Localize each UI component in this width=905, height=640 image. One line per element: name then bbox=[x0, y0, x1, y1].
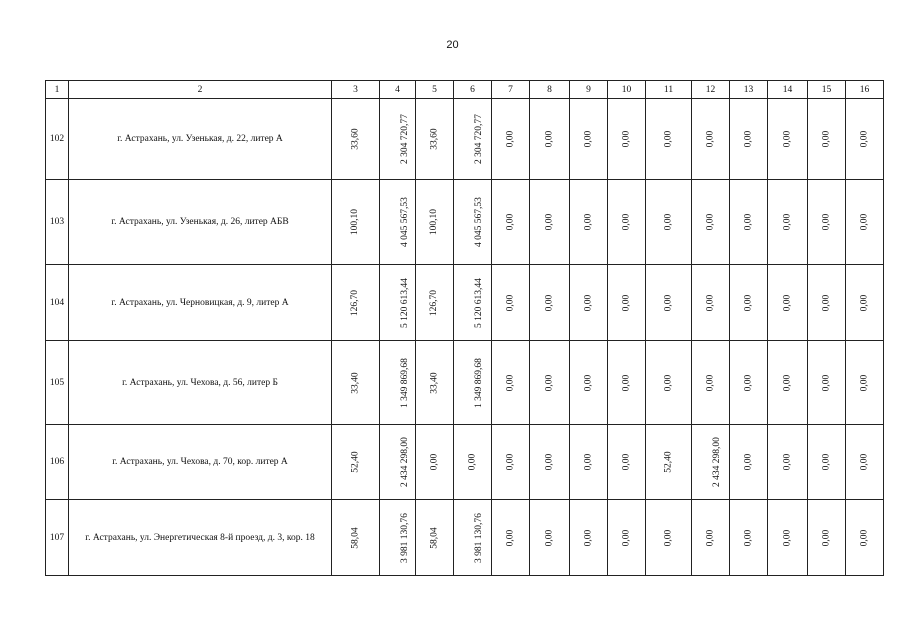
value-cell bbox=[492, 500, 530, 576]
value-cell bbox=[454, 180, 492, 265]
address-cell: г. Астрахань, ул. Чехова, д. 70, кор. литер А bbox=[69, 425, 332, 500]
value-cell bbox=[808, 180, 846, 265]
value-text: 0,00 bbox=[859, 213, 870, 231]
column-header: 13 bbox=[730, 81, 768, 99]
value-text: 0,00 bbox=[821, 294, 832, 311]
value-cell bbox=[808, 99, 846, 180]
value-cell bbox=[730, 425, 768, 500]
value-text: 126,70 bbox=[350, 289, 361, 316]
value-cell bbox=[846, 99, 884, 180]
address-cell: г. Астрахань, ул. Узенькая, д. 22, литер А bbox=[69, 99, 332, 180]
value-text: 0,00 bbox=[621, 130, 632, 148]
value-cell bbox=[646, 180, 692, 265]
table-row bbox=[46, 500, 884, 576]
value-cell bbox=[846, 341, 884, 425]
value-text: 5 120 613,44 bbox=[473, 277, 484, 328]
value-text: 4 045 567,53 bbox=[473, 197, 484, 247]
header-row bbox=[46, 81, 884, 99]
value-cell bbox=[454, 99, 492, 180]
value-text: 33,40 bbox=[350, 371, 361, 394]
address-cell: г. Астрахань, ул. Энергетическая 8-й проезд, д. 3, кор. 18 bbox=[69, 500, 332, 576]
value-cell bbox=[692, 265, 730, 341]
value-cell bbox=[768, 500, 808, 576]
column-header: 10 bbox=[608, 81, 646, 99]
value-cell bbox=[692, 341, 730, 425]
table-row bbox=[46, 425, 884, 500]
value-text: 0,00 bbox=[583, 130, 594, 148]
value-text: 0,00 bbox=[705, 294, 716, 311]
value-text: 3 981 130,76 bbox=[399, 512, 410, 563]
value-text: 0,00 bbox=[859, 130, 870, 148]
value-text: 33,60 bbox=[429, 128, 440, 150]
value-cell bbox=[416, 425, 454, 500]
value-cell bbox=[380, 180, 416, 265]
address-cell: г. Астрахань, ул. Чехова, д. 56, литер Б bbox=[69, 341, 332, 425]
value-text: 58,04 bbox=[429, 526, 440, 549]
property-table bbox=[45, 80, 884, 576]
value-cell bbox=[692, 425, 730, 500]
value-cell bbox=[846, 180, 884, 265]
value-cell bbox=[332, 425, 380, 500]
value-cell bbox=[808, 341, 846, 425]
row-number: 105 bbox=[46, 341, 69, 425]
value-text: 0,00 bbox=[859, 529, 870, 546]
value-text: 52,40 bbox=[350, 451, 361, 473]
value-text: 5 120 613,44 bbox=[399, 277, 410, 328]
value-text: 0,00 bbox=[705, 130, 716, 148]
value-cell bbox=[380, 341, 416, 425]
page-number: 20 bbox=[446, 39, 459, 51]
value-cell bbox=[416, 180, 454, 265]
value-text: 2 434 298,00 bbox=[711, 437, 722, 487]
value-text: 0,00 bbox=[544, 294, 555, 311]
value-cell bbox=[730, 99, 768, 180]
value-cell bbox=[454, 425, 492, 500]
value-text: 0,00 bbox=[859, 294, 870, 311]
value-text: 0,00 bbox=[782, 213, 793, 231]
value-cell bbox=[808, 425, 846, 500]
value-text: 0,00 bbox=[782, 529, 793, 546]
value-text: 126,70 bbox=[429, 289, 440, 316]
table-row bbox=[46, 265, 884, 341]
value-text: 0,00 bbox=[621, 529, 632, 546]
value-cell bbox=[530, 341, 570, 425]
value-text: 0,00 bbox=[663, 529, 674, 546]
value-cell bbox=[730, 180, 768, 265]
value-text: 0,00 bbox=[859, 453, 870, 471]
row-number: 104 bbox=[46, 265, 69, 341]
value-cell bbox=[332, 500, 380, 576]
value-cell bbox=[570, 341, 608, 425]
value-text: 0,00 bbox=[621, 294, 632, 311]
value-cell bbox=[454, 265, 492, 341]
value-text: 0,00 bbox=[743, 529, 754, 546]
row-number: 107 bbox=[46, 500, 69, 576]
column-header: 4 bbox=[380, 81, 416, 99]
value-text: 0,00 bbox=[505, 453, 516, 471]
value-cell bbox=[768, 180, 808, 265]
value-text: 0,00 bbox=[621, 453, 632, 471]
value-text: 0,00 bbox=[663, 294, 674, 311]
value-cell bbox=[692, 500, 730, 576]
row-number: 102 bbox=[46, 99, 69, 180]
value-cell bbox=[380, 500, 416, 576]
value-text: 52,40 bbox=[663, 451, 674, 473]
value-cell bbox=[730, 265, 768, 341]
value-text: 0,00 bbox=[782, 453, 793, 471]
value-text: 0,00 bbox=[743, 213, 754, 231]
value-cell bbox=[608, 99, 646, 180]
value-cell bbox=[380, 265, 416, 341]
table-row bbox=[46, 180, 884, 265]
value-text: 0,00 bbox=[505, 213, 516, 231]
value-text: 0,00 bbox=[782, 374, 793, 391]
value-cell bbox=[454, 341, 492, 425]
value-text: 100,10 bbox=[429, 208, 440, 236]
value-text: 0,00 bbox=[705, 529, 716, 546]
value-cell bbox=[380, 425, 416, 500]
value-cell bbox=[530, 425, 570, 500]
value-text: 3 981 130,76 bbox=[473, 512, 484, 563]
value-text: 4 045 567,53 bbox=[399, 197, 410, 247]
value-text: 2 304 720,77 bbox=[473, 114, 484, 164]
value-cell bbox=[332, 341, 380, 425]
value-text: 0,00 bbox=[821, 529, 832, 546]
column-header: 11 bbox=[646, 81, 692, 99]
column-header: 7 bbox=[492, 81, 530, 99]
column-header: 6 bbox=[454, 81, 492, 99]
value-text: 0,00 bbox=[583, 374, 594, 391]
value-cell bbox=[646, 265, 692, 341]
value-cell bbox=[646, 341, 692, 425]
value-cell bbox=[768, 265, 808, 341]
value-cell bbox=[492, 265, 530, 341]
value-text: 0,00 bbox=[583, 453, 594, 471]
value-cell bbox=[530, 99, 570, 180]
column-header: 8 bbox=[530, 81, 570, 99]
value-text: 0,00 bbox=[821, 453, 832, 471]
value-text: 58,04 bbox=[350, 526, 361, 549]
value-text: 0,00 bbox=[743, 294, 754, 311]
value-text: 0,00 bbox=[821, 213, 832, 231]
value-cell bbox=[768, 341, 808, 425]
value-cell bbox=[492, 341, 530, 425]
value-text: 0,00 bbox=[544, 213, 555, 231]
value-text: 0,00 bbox=[859, 374, 870, 391]
value-text: 33,60 bbox=[350, 128, 361, 150]
value-cell bbox=[416, 99, 454, 180]
value-cell bbox=[808, 500, 846, 576]
value-cell bbox=[570, 425, 608, 500]
value-cell bbox=[570, 99, 608, 180]
value-text: 33,40 bbox=[429, 371, 440, 394]
value-text: 0,00 bbox=[821, 130, 832, 148]
value-text: 0,00 bbox=[743, 453, 754, 471]
value-cell bbox=[416, 500, 454, 576]
value-cell bbox=[768, 99, 808, 180]
column-header: 1 bbox=[46, 81, 69, 99]
value-text: 0,00 bbox=[663, 213, 674, 231]
value-cell bbox=[768, 425, 808, 500]
value-cell bbox=[570, 180, 608, 265]
value-cell bbox=[332, 180, 380, 265]
column-header: 16 bbox=[846, 81, 884, 99]
value-cell bbox=[530, 265, 570, 341]
value-cell bbox=[808, 265, 846, 341]
value-cell bbox=[570, 265, 608, 341]
value-cell bbox=[646, 500, 692, 576]
value-text: 0,00 bbox=[782, 294, 793, 311]
value-text: 2 434 298,00 bbox=[399, 437, 410, 487]
value-text: 0,00 bbox=[663, 130, 674, 148]
value-text: 0,00 bbox=[505, 130, 516, 148]
value-text: 0,00 bbox=[583, 294, 594, 311]
value-text: 1 349 869,68 bbox=[399, 357, 410, 408]
value-cell bbox=[380, 99, 416, 180]
row-number: 103 bbox=[46, 180, 69, 265]
column-header: 12 bbox=[692, 81, 730, 99]
value-text: 0,00 bbox=[663, 374, 674, 391]
value-cell bbox=[530, 180, 570, 265]
value-text: 0,00 bbox=[705, 213, 716, 231]
column-header: 5 bbox=[416, 81, 454, 99]
value-text: 0,00 bbox=[621, 374, 632, 391]
value-cell bbox=[646, 425, 692, 500]
value-text: 100,10 bbox=[350, 208, 361, 236]
value-cell bbox=[608, 500, 646, 576]
value-cell bbox=[492, 180, 530, 265]
value-text: 0,00 bbox=[621, 213, 632, 231]
value-cell bbox=[332, 99, 380, 180]
column-header: 14 bbox=[768, 81, 808, 99]
value-cell bbox=[608, 180, 646, 265]
value-text: 0,00 bbox=[505, 374, 516, 391]
value-text: 0,00 bbox=[743, 130, 754, 148]
column-header: 15 bbox=[808, 81, 846, 99]
value-text: 0,00 bbox=[782, 130, 793, 148]
value-cell bbox=[608, 425, 646, 500]
value-text: 2 304 720,77 bbox=[399, 114, 410, 164]
address-cell: г. Астрахань, ул. Узенькая, д. 26, литер АБВ bbox=[69, 180, 332, 265]
value-cell bbox=[846, 500, 884, 576]
value-cell bbox=[332, 265, 380, 341]
value-cell bbox=[492, 99, 530, 180]
value-text: 0,00 bbox=[544, 529, 555, 546]
value-text: 0,00 bbox=[705, 374, 716, 391]
value-text: 0,00 bbox=[505, 294, 516, 311]
value-text: 0,00 bbox=[505, 529, 516, 546]
column-header: 2 bbox=[69, 81, 332, 99]
value-cell bbox=[530, 500, 570, 576]
value-text: 1 349 869,68 bbox=[473, 357, 484, 408]
address-cell: г. Астрахань, ул. Черновицкая, д. 9, литер А bbox=[69, 265, 332, 341]
value-text: 0,00 bbox=[544, 374, 555, 391]
value-cell bbox=[608, 341, 646, 425]
value-cell bbox=[492, 425, 530, 500]
value-text: 0,00 bbox=[821, 374, 832, 391]
table-row bbox=[46, 99, 884, 180]
value-text: 0,00 bbox=[429, 453, 440, 471]
value-cell bbox=[692, 180, 730, 265]
column-header: 9 bbox=[570, 81, 608, 99]
table-row bbox=[46, 341, 884, 425]
value-text: 0,00 bbox=[743, 374, 754, 391]
value-cell bbox=[416, 265, 454, 341]
value-text: 0,00 bbox=[583, 213, 594, 231]
value-cell bbox=[846, 265, 884, 341]
value-text: 0,00 bbox=[544, 453, 555, 471]
row-number: 106 bbox=[46, 425, 69, 500]
value-cell bbox=[646, 99, 692, 180]
value-cell bbox=[454, 500, 492, 576]
value-cell bbox=[730, 500, 768, 576]
column-header: 3 bbox=[332, 81, 380, 99]
value-cell bbox=[846, 425, 884, 500]
value-text: 0,00 bbox=[583, 529, 594, 546]
value-cell bbox=[692, 99, 730, 180]
value-cell bbox=[416, 341, 454, 425]
value-text: 0,00 bbox=[467, 453, 478, 471]
value-cell bbox=[570, 500, 608, 576]
value-cell bbox=[608, 265, 646, 341]
value-text: 0,00 bbox=[544, 130, 555, 148]
value-cell bbox=[730, 341, 768, 425]
